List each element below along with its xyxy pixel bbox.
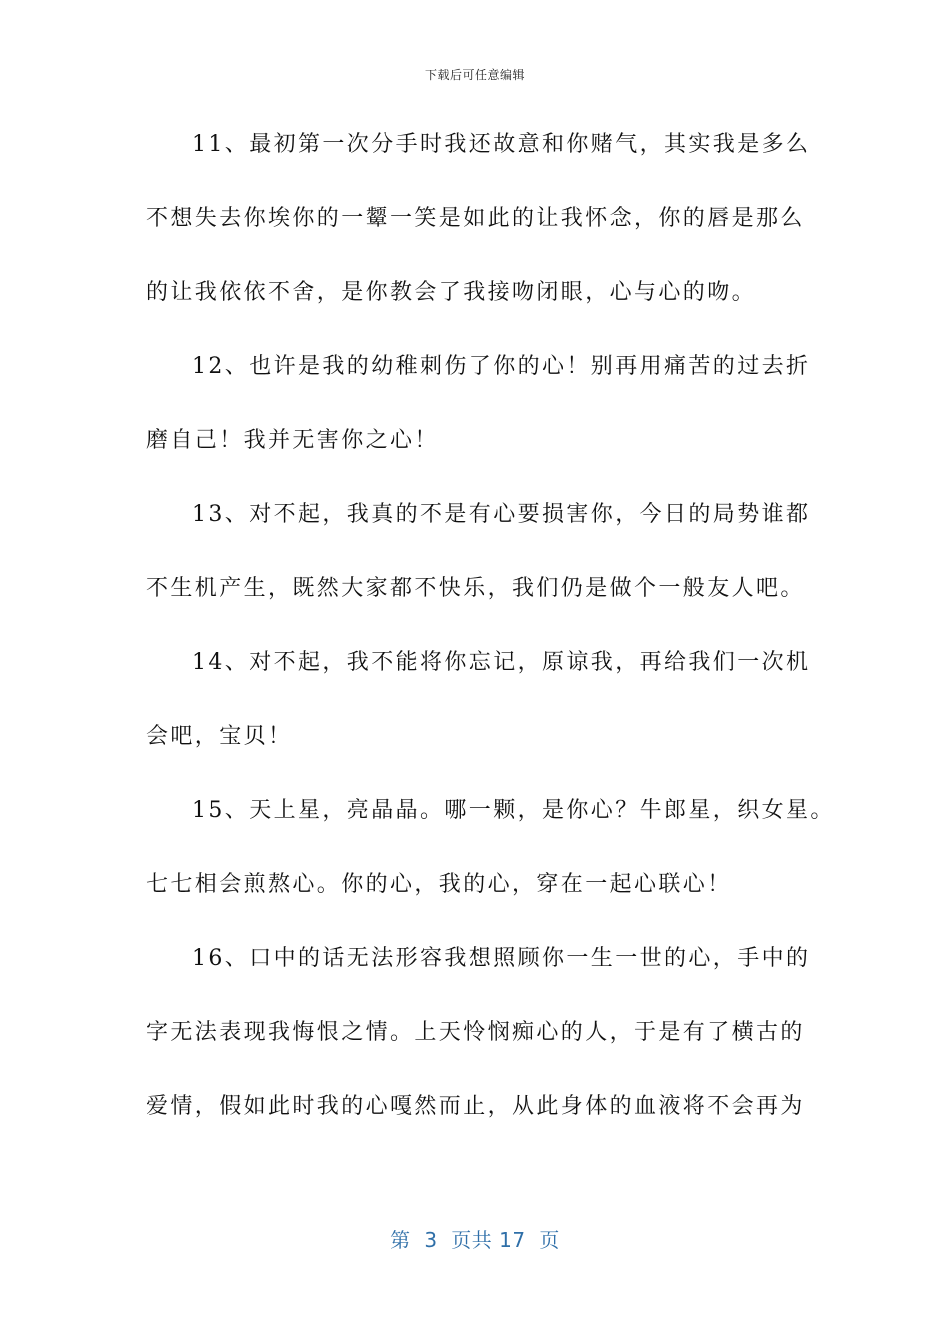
text-line: 字无法表现我悔恨之情。上天怜悯痴心的人，于是有了横古的: [146, 1020, 805, 1045]
text-line: 磨自己！我并无害你之心！: [146, 428, 439, 453]
header-note: 下载后可任意编辑: [424, 68, 525, 82]
text-line: 11、最初第一次分手时我还故意和你赌气，其实我是多么: [192, 132, 811, 157]
document-body: [146, 118, 835, 1154]
text-line: 不生机产生，既然大家都不快乐，我们仍是做个一般友人吧。: [146, 576, 805, 601]
text-line: 爱情，假如此时我的心嘎然而止，从此身体的血液将不会再为: [146, 1094, 805, 1119]
page-number-footer: 第 3 页共 17 页: [390, 1228, 560, 1252]
text-line: 会吧，宝贝！: [146, 724, 293, 749]
text-line: 13、对不起，我真的不是有心要损害你，今日的局势谁都: [192, 502, 811, 527]
text-line: 15、天上星，亮晶晶。哪一颗，是你心？牛郎星，织女星。: [192, 798, 835, 823]
text-line: 不想失去你埃你的一颦一笑是如此的让我怀念，你的唇是那么: [146, 206, 805, 231]
text-line: 14、对不起，我不能将你忘记，原谅我，再给我们一次机: [192, 650, 811, 675]
text-line: 12、也许是我的幼稚刺伤了你的心！别再用痛苦的过去折: [192, 354, 811, 379]
text-line: 的让我依依不舍，是你教会了我接吻闭眼，心与心的吻。: [146, 280, 757, 305]
text-line: 七七相会煎熬心。你的心，我的心，穿在一起心联心！: [146, 872, 732, 897]
text-line: 16、口中的话无法形容我想照顾你一生一世的心，手中的: [192, 946, 811, 971]
